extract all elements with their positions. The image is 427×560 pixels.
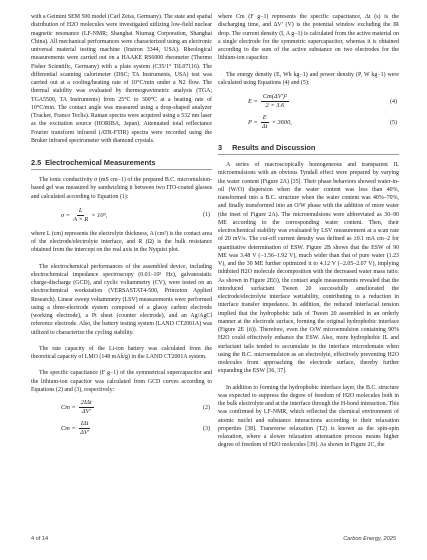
paragraph-energy-density: The energy density (E, Wh kg−1) and power density (P, W kg−1) were calculated using Equations (4) and (5): xyxy=(218,71,399,86)
equation-number: (2) xyxy=(203,404,210,411)
fraction-denominator: 2 × 3.6 xyxy=(265,102,285,109)
fraction-numerator: E xyxy=(262,114,267,121)
equation-2 xyxy=(31,399,212,416)
left-column xyxy=(31,13,212,437)
equation-number: (3) xyxy=(203,425,210,432)
equation-lhs: P = xyxy=(248,119,258,126)
fraction-numerator: L xyxy=(78,206,83,214)
equation-3 xyxy=(31,420,212,437)
equation-lhs: Cm = xyxy=(61,425,76,432)
paragraph-where-cm: where Cm (F g−1) represents the specific capacitance, Δt (s) is the discharging time, and ΔV′ (V) is the potential window excluding the IR drop. The current density (I, A g−1) is calculated from the active material on a single electrode for the symmetric supercapacitor, whereas it is obtained according to the sum of the active substance on two electrodes for the lithium-ion capacitor. xyxy=(218,14,399,62)
equation-lhs: Cm = xyxy=(61,404,76,411)
section-number: 3 xyxy=(218,143,223,152)
equation-number: (1) xyxy=(203,212,210,219)
equation-5 xyxy=(218,114,399,131)
fraction-denominator: Δt xyxy=(261,123,268,130)
fraction-denominator: ΔV′ xyxy=(81,408,91,415)
page-number: 4 of 14 xyxy=(31,536,49,542)
equation-fraction xyxy=(79,399,94,416)
equation-fraction xyxy=(261,93,289,110)
equation-fraction xyxy=(79,420,91,437)
equation-1 xyxy=(31,207,212,224)
journal-name: Carbon Energy, 2025 xyxy=(343,536,396,542)
paragraph-ionic-conductivity: The ionic conductivity σ (mS cm−1) of the prepared B.C. micromulsion-based gel was measured by sandwiching it between two ITO-coated glasses and calculated according to Equation (1): xyxy=(31,177,212,200)
section-heading-electrochemical xyxy=(31,158,212,167)
fraction-numerator: Cm(ΔV′)² xyxy=(262,93,287,100)
section-number: 2.5 xyxy=(31,158,42,167)
equation-tail: × 3600, xyxy=(271,119,292,126)
paragraph-where-l: where L (cm) represents the electrolyte thickness, A (cm²) is the contact area of the electrode/electrolyte interface, and R (Ω) is the bulk resistance obtained from the intercept on the real axis in the Nyquist plot. xyxy=(31,230,212,254)
paragraph-specific-capacitance: The specific capacitance (F g−1) of the symmetrical supercapacitor and the lithium-ion capacitor was calculated from GCD curves according to Equations (2) and (3), respectively: xyxy=(31,370,212,393)
fraction-numerator: 2IΔt xyxy=(80,399,92,406)
fraction-denominator: ΔV′ xyxy=(80,429,90,436)
section-heading-results xyxy=(218,143,399,152)
paragraph-hydrophobic-layer: In addition to forming the hydrophobic interface layer, the B.C. structure was expected to suppress the degree of freedom of H2O molecules both in the bulk electrolyte and at the interface through the H-bond interaction. This was confirmed by LF-NMR, which reflected the chemical environment of atomic nuclei and substance interactions according to their relaxation properties [38]. Transverse relaxation (T2) is known as the spin-spin relaxation, where a slower relaxation attenuation process means higher degree of freedom of H2O molecules [39]. As shown in Figure 2C, the xyxy=(218,384,399,449)
equation-number: (5) xyxy=(390,119,397,126)
equation-tail: × 10³, xyxy=(91,211,108,219)
paragraph-rate-capacity: The rate capacity of the Li-ion battery was calculated from the theoretical capacity of LMO (148 mAh/g) in the LAND CT2001A system. xyxy=(31,345,212,360)
right-column xyxy=(218,13,399,450)
equation-number: (4) xyxy=(390,98,397,105)
paragraph-results: A series of macroscopically homogeneous and transparent IL microemulsions with an obvious Tyndall effect were prepared by varying the water content (Figure 2A) [35]. Their phase behaviors showed water-in-oil (W/O) dispersion when the water content was less than 40%, transformed into a B.C. structure when the water content was 40%–70%, and finally transformed into an O/W phase with the addition of more water (the inset of Figure 2A). The microemulsions were abbreviated as 30–90 ME according to the corresponding water content. Then, their electrochemical stability was evaluated by LSV measurement at a scan rate of 20 mV/s. The cut-off current density was defined as ±0.1 mA cm−2 for quantitative determination of ESW. Figure 2B shows that the ESW of 90 ME was 3.48 V (−1.56–1.92 V), much wider than that of pure water (1.23 V), and the 30 ME further optimized it to 4.12 V (−2.05–2.07 V), implying inhibited H2O molecule decomposition with the decreased water mass ratio. As shown in Figure 2E(i), the contact angle measurements revealed that the introduced surfactant Tween 20 successfully ameliorated the electrode/electrolyte interface wettability, contributing to a reduction in interface transfer impedance. In addition, the reduced interfacial tension implied that the hydrophobic tails of Tween 20 assembled in an orderly manner at the electrode surface, forming the original hydrophobic interface (Figure 2E (ii)). Therefore, even the O/W microemulsion containing 90% H2O could effectively enhance the ESW. Also, more hydrophobic IL and surfactant tails tended to accumulate in the interface microdomain when using the B.C. microemulsion as an electrolyte, effectively preventing H2O molecules from approaching the electrode surface, thereby further expanding the ESW [36, 37]. xyxy=(218,162,399,375)
equation-fraction xyxy=(261,114,269,131)
fraction-numerator: IΔt xyxy=(80,420,89,427)
equation-lhs: E = xyxy=(248,98,258,105)
equation-fraction xyxy=(73,207,88,224)
section-title: Results and Discussion xyxy=(232,143,316,152)
section-title: Electrochemical Measurements xyxy=(45,158,156,167)
paragraph-characterization: with a Geimini SEM 500 model (Carl Zeiss, Germany). The state and spatial distribution of H2O molecules were investigated utilizing low-field nuclear magnetic resonance (LF-NMR; Shanghai Niumag Corporation, Shanghai China). All mechanical performances were characterized using an electronic universal material testing machine (Instron 3344, USA). Rheological measurements were carried out on a HAAKE RS6000 rheometer (Thermo Fisher Scientific, Germany) with a plate system (C35/1° TiL07116). The differential scanning calorimeter (DSC; TA Instruments, USA) test was carried out at a cooling/heating rate of 10°C/min under a N2 flow. The thermal stability was evaluated by thermogravimetric analysis (TGA; TGA5500, TA Instruments) from 25°C to 300°C at a heating rate of 10°C/min. The contact angle was measured using a drop-shaped analyzer (Tracker, Franco Teclis). Raman spectra were acquired using a 532 nm laser as the excitation source (HORIBA, Japan). Attenuated total reflectance Fourier transform infrared (ATR-FTIR) spectra were recorded using the Bruker infrared spectrometer with diamond crystals. xyxy=(31,14,212,144)
equation-4 xyxy=(218,93,399,110)
paragraph-performances: The electrochemical performances of the assembled device, including electrochemical impedance spectroscopy (0.01–10⁵ Hz), galvanostatic charge-discharge (GCD), and cyclic voltammetry (CV), were tested on an electrochemical workstation (VERSASTAT4-500, Princeton Applied Research). Linear sweep voltammetry (LSV) measurements were performed using a three-electrode system composed of a glassy carbon electrode (working electrode), a Pt sheet (counter electrode), and an Ag/AgCl reference electrode. Also, the battery testing system (LAND CT2001A) was utilized to characterize the cycling stability. xyxy=(31,263,212,336)
page-footer xyxy=(31,536,396,544)
equation-lhs: σ = xyxy=(61,211,71,219)
fraction-denominator: A × R xyxy=(73,215,89,223)
